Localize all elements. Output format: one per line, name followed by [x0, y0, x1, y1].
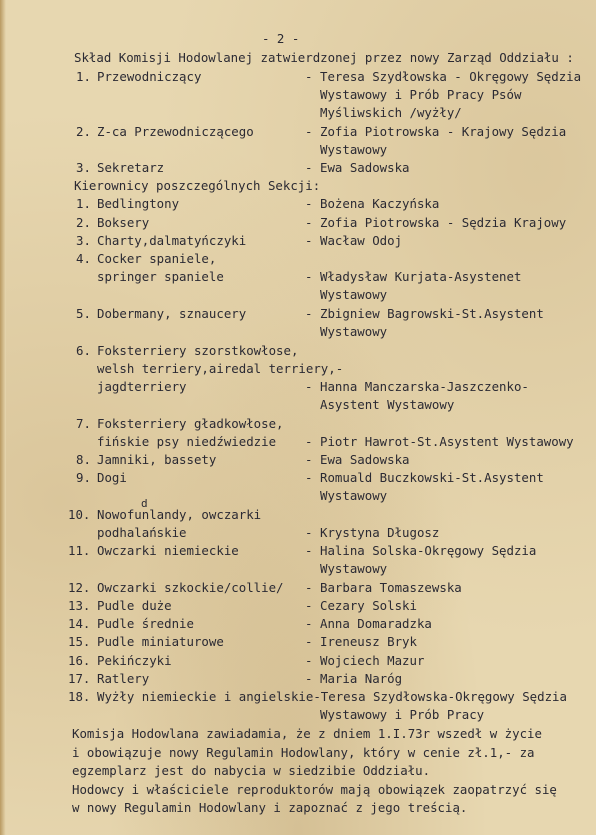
- section-number: 7.: [76, 416, 91, 431]
- section-number: 11.: [68, 543, 91, 558]
- section-name: jagdterriery: [97, 379, 187, 394]
- section-person: Bożena Kaczyńska: [320, 196, 440, 211]
- section-number: 3.: [76, 233, 91, 248]
- board-dash: -: [305, 69, 313, 84]
- section-person: Maria Naróg: [320, 671, 403, 686]
- section-dash: -: [305, 598, 313, 613]
- board-person: Wystawowy: [320, 142, 388, 157]
- section-person: Halina Solska-Okręgowy Sędzia: [320, 543, 537, 558]
- section-name: Charty,dalmatyńczyki: [97, 233, 247, 248]
- footer-line: Hodowcy i właściciele reproduktorów mają obowiązek zaopatrzyć się: [72, 782, 557, 797]
- footer-line: w nowy Regulamin Hodowlany i zapoznać z jego treścią.: [72, 800, 468, 815]
- section-number: 10.: [68, 507, 91, 522]
- section-person: Zbigniew Bagrowski-St.Asystent: [320, 306, 544, 321]
- heading: Skład Komisji Hodowlanej zatwierdzonej przez nowy Zarząd Oddziału :: [74, 50, 574, 65]
- page-number: - 2 -: [262, 31, 300, 46]
- board-person: Teresa Szydłowska - Okręgowy Sędzia: [320, 69, 582, 84]
- section-name: Pudle średnie: [97, 616, 194, 631]
- board-dash: -: [305, 124, 313, 139]
- section-dash: -: [305, 233, 313, 248]
- section-dash: -: [305, 196, 313, 211]
- section-name: Boksery: [97, 215, 150, 230]
- board-person: Zofia Piotrowska - Krajowy Sędzia: [320, 124, 567, 139]
- section-name: springer spaniele: [97, 269, 224, 284]
- section-name: Ratlery: [97, 671, 150, 686]
- section-name: fińskie psy niedźwiedzie: [97, 434, 277, 449]
- board-person: Myśliwskich /wyżły/: [320, 105, 462, 120]
- section-person: Wystawowy: [320, 287, 388, 302]
- section-number: 13.: [68, 598, 91, 613]
- section-dash: -: [305, 616, 313, 631]
- board-dash: -: [305, 160, 313, 175]
- section-dash: -: [305, 671, 313, 686]
- board-role: Z-ca Przewodniczącego: [97, 124, 254, 139]
- section-dash: -: [305, 653, 313, 668]
- section-person: Władysław Kurjata-Asystenet: [320, 269, 522, 284]
- section-dash: -: [305, 543, 313, 558]
- section-person: Hanna Manczarska-Jaszczenko-: [320, 379, 529, 394]
- section-name: podhalańskie: [97, 525, 187, 540]
- section-name: welsh terriery,airedal terriery,-: [97, 361, 344, 376]
- section-number: 17.: [68, 671, 91, 686]
- section-name: Owczarki szkockie/collie/: [97, 580, 284, 595]
- section-person: Wystawowy: [320, 561, 388, 576]
- section-number: 16.: [68, 653, 91, 668]
- section-dash: -: [305, 580, 313, 595]
- section-number: 9.: [76, 470, 91, 485]
- section-dash: -: [305, 379, 313, 394]
- board-role: Przewodniczący: [97, 69, 202, 84]
- section-person: Asystent Wystawowy: [320, 397, 455, 412]
- section-dash: -: [305, 269, 313, 284]
- section-person: Wojciech Mazur: [320, 653, 425, 668]
- section-name: Foksterriery gładkowłose,: [97, 416, 284, 431]
- section-dash: -: [305, 525, 313, 540]
- section-name: Owczarki niemieckie: [97, 543, 239, 558]
- section-name: Jamniki, bassety: [97, 452, 217, 467]
- section-name: Dobermany, sznaucery: [97, 306, 247, 321]
- section-dash: -: [305, 306, 313, 321]
- section-person: Zofia Piotrowska - Sędzia Krajowy: [320, 215, 567, 230]
- section-person: Anna Domaradzka: [320, 616, 432, 631]
- section-dash: -: [305, 434, 313, 449]
- section-person: Cezary Solski: [320, 598, 417, 613]
- section-number: 12.: [68, 580, 91, 595]
- section-name: Pudle duże: [97, 598, 172, 613]
- board-person: Ewa Sadowska: [320, 160, 410, 175]
- section-dash: -: [305, 470, 313, 485]
- sections-heading: Kierownicy poszczególnych Sekcji:: [74, 178, 321, 193]
- footer-line: egzemplarz jest do nabycia w siedzibie Oddziału.: [72, 763, 431, 778]
- footer-line: Komisja Hodowlana zawiadamia, że z dniem 1.I.73r wszedł w życie: [72, 726, 542, 741]
- section-number: 14.: [68, 616, 91, 631]
- section-dash: -: [305, 634, 313, 649]
- section-dash: -: [305, 215, 313, 230]
- section-person: Piotr Hawrot-St.Asystent Wystawowy: [320, 434, 574, 449]
- section-person: Wystawowy i Prób Pracy: [320, 707, 485, 722]
- section-person: Wystawowy: [320, 324, 388, 339]
- section-name: Cocker spaniele,: [97, 251, 217, 266]
- section-number: 1.: [76, 196, 91, 211]
- section-number: 18.: [68, 689, 91, 704]
- section-number: 4.: [76, 251, 91, 266]
- board-role: Sekretarz: [97, 160, 165, 175]
- handwritten-insert: d: [141, 497, 148, 510]
- section-name: Nowofunlandy, owczarki: [97, 507, 262, 522]
- footer-line: i obowiązuje nowy Regulamin Hodowlany, który w cenie zł.1,- za: [72, 745, 535, 760]
- section-person: Wacław Odoj: [320, 233, 403, 248]
- section-person: Wystawowy: [320, 488, 388, 503]
- board-number: 1.: [76, 69, 91, 84]
- board-number: 2.: [76, 124, 91, 139]
- section-person: Romuald Buczkowski-St.Asystent: [320, 470, 544, 485]
- section-name: Bedlingtony: [97, 196, 180, 211]
- board-number: 3.: [76, 160, 91, 175]
- section-name: Pekińczyki: [97, 653, 172, 668]
- section-name: Wyżły niemieckie i angielskie-Teresa Szydłowska-Okręgowy Sędzia: [97, 689, 567, 704]
- section-dash: -: [305, 452, 313, 467]
- section-number: 5.: [76, 306, 91, 321]
- section-number: 15.: [68, 634, 91, 649]
- section-person: Krystyna Długosz: [320, 525, 440, 540]
- section-name: Pudle miniaturowe: [97, 634, 224, 649]
- section-number: 6.: [76, 343, 91, 358]
- section-name: Dogi: [97, 470, 127, 485]
- section-person: Ireneusz Bryk: [320, 634, 417, 649]
- section-number: 8.: [76, 452, 91, 467]
- section-person: Ewa Sadowska: [320, 452, 410, 467]
- section-person: Barbara Tomaszewska: [320, 580, 462, 595]
- section-number: 2.: [76, 215, 91, 230]
- section-name: Foksterriery szorstkowłose,: [97, 343, 299, 358]
- board-person: Wystawowy i Prób Pracy Psów: [320, 87, 522, 102]
